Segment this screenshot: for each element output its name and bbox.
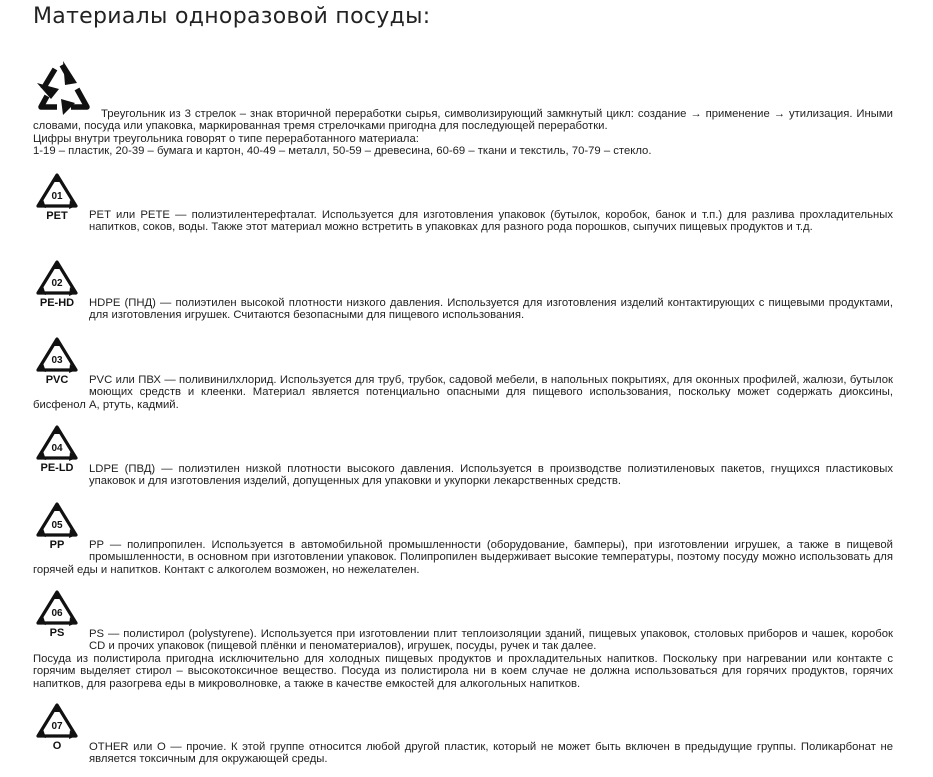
abbr-label: PE-LD bbox=[40, 462, 74, 474]
recycle-06-ps-icon bbox=[33, 589, 83, 641]
code-label: 04 bbox=[51, 443, 63, 454]
abbr-label: PE-HD bbox=[39, 297, 75, 309]
code-label: 05 bbox=[51, 520, 63, 531]
material-description: PP — полипропилен. Используется в автомобильной промышленности (оборудование, бамперы), при изготовлении игрушек, а также в пищевой промышленности, в основном при изготовлении упаковок. Полипропилен выдерживает высокие температуры, поэтому посуду можно использовать для горячей еды и напитков. Контакт с алкоголем возможен, но нежелателен. bbox=[33, 539, 893, 576]
material-description: HDPE (ПНД) — полиэтилен высокой плотности низкого давления. Используется для изготовления изделий контактирующих с пищевыми продуктами, для изготовления игрушек. Считаются безопасными для пищевого использования. bbox=[89, 297, 893, 322]
code-label: 07 bbox=[51, 721, 63, 732]
intro-text-1: Треугольник из 3 стрелок – знак вторичной переработки сырья, символизирующий замкнутый цикл: создание → применение → утилизация. Иными словами, посуда или упаковка, маркированная тремя стрелочками пригодна для последующей переработки. bbox=[33, 108, 893, 133]
material-description: OTHER или O — прочие. К этой группе относится любой другой пластик, который не может быть включен в предыдущие группы. Поликарбонат не является токсичным для окружающей среды. bbox=[89, 741, 893, 766]
intro-section bbox=[33, 58, 893, 158]
material-item-pe-ld bbox=[33, 424, 893, 488]
material-item-pvc bbox=[33, 336, 893, 411]
recycle-02-pe-hd-icon bbox=[33, 259, 83, 311]
abbr-label: O bbox=[52, 740, 62, 752]
abbr-label: PS bbox=[49, 627, 65, 639]
material-description: PVC или ПВХ — поливинилхлорид. Используется для труб, трубок, садовой мебели, в напольных покрытиях, для оконных профилей, жалюзи, бутылок моющих средств и клеенки. Материал является потенциально опасными для пищевого использования, поскольку может содержать диоксины, бисфенол А, ртуть, кадмий. bbox=[33, 374, 893, 411]
abbr-label: PVC bbox=[45, 374, 69, 386]
material-item-pe-hd bbox=[33, 259, 893, 322]
material-description: LDPE (ПВД) — полиэтилен низкой плотности высокого давления. Используется в производстве полиэтиленовых пакетов, гнущихся пластиковых упаковок и для изготовления изделий, допущенных для упаковки и укупорки лекарственных средств. bbox=[89, 463, 893, 488]
code-label: 02 bbox=[51, 278, 63, 289]
intro-text-3: 1-19 – пластик, 20-39 – бумага и картон, 40-49 – металл, 50-59 – древесина, 60-69 – ткани и текстиль, 70-79 – стекло. bbox=[33, 145, 652, 158]
material-description: PET или PETE — полиэтилентерефталат. Используется для изготовления упаковок (бутылок, коробок, банок и т.п.) для разлива прохладительных напитков, соков, воды. Также этот материал можно встретить в упаковках для разного рода порошков, сыпучих пищевых продуктов и т.д. bbox=[89, 209, 893, 234]
material-item-other bbox=[33, 702, 893, 766]
material-item-pet bbox=[33, 172, 893, 234]
recycle-triangle-icon bbox=[33, 59, 97, 119]
code-label: 03 bbox=[51, 355, 63, 366]
intro-text-2: Цифры внутри треугольника говорят о типе переработанного материала: bbox=[33, 132, 419, 145]
abbr-label: PET bbox=[46, 210, 68, 222]
recycle-05-pp-icon bbox=[33, 501, 83, 553]
code-label: 01 bbox=[51, 191, 63, 202]
material-item-pp bbox=[33, 501, 893, 576]
material-extra: Посуда из полистирола пригодна исключительно для холодных пищевых продуктов и прохладительных напитков. Поскольку при нагревании или контакте с горячим выделяет стирол – высокотоксичное вещество. Посуда из полистирола ни в коем случае не должна использоваться для горячих продуктов, горячих напитков, для разогрева еды в микроволновке, а также в качестве емкостей для алкогольных напитков. bbox=[33, 652, 893, 690]
material-description: PS — полистирол (polystyrene). Используется при изготовлении плит теплоизоляции зданий, пищевых упаковок, столовых приборов и чашек, коробок CD и прочих упаковок (пищевой плёнки и пеноматериалов), игрушек, посуды, ручек и так далее. bbox=[89, 628, 893, 653]
code-label: 06 bbox=[51, 608, 63, 619]
material-item-ps bbox=[33, 589, 893, 690]
abbr-label: PP bbox=[49, 539, 65, 551]
recycle-04-pe-ld-icon bbox=[33, 424, 83, 476]
recycle-03-pvc-icon bbox=[33, 336, 83, 388]
recycle-07-other-icon bbox=[33, 702, 83, 754]
recycle-01-pet-icon bbox=[33, 172, 83, 224]
page-title: Материалы одноразовой посуды: bbox=[33, 4, 431, 29]
